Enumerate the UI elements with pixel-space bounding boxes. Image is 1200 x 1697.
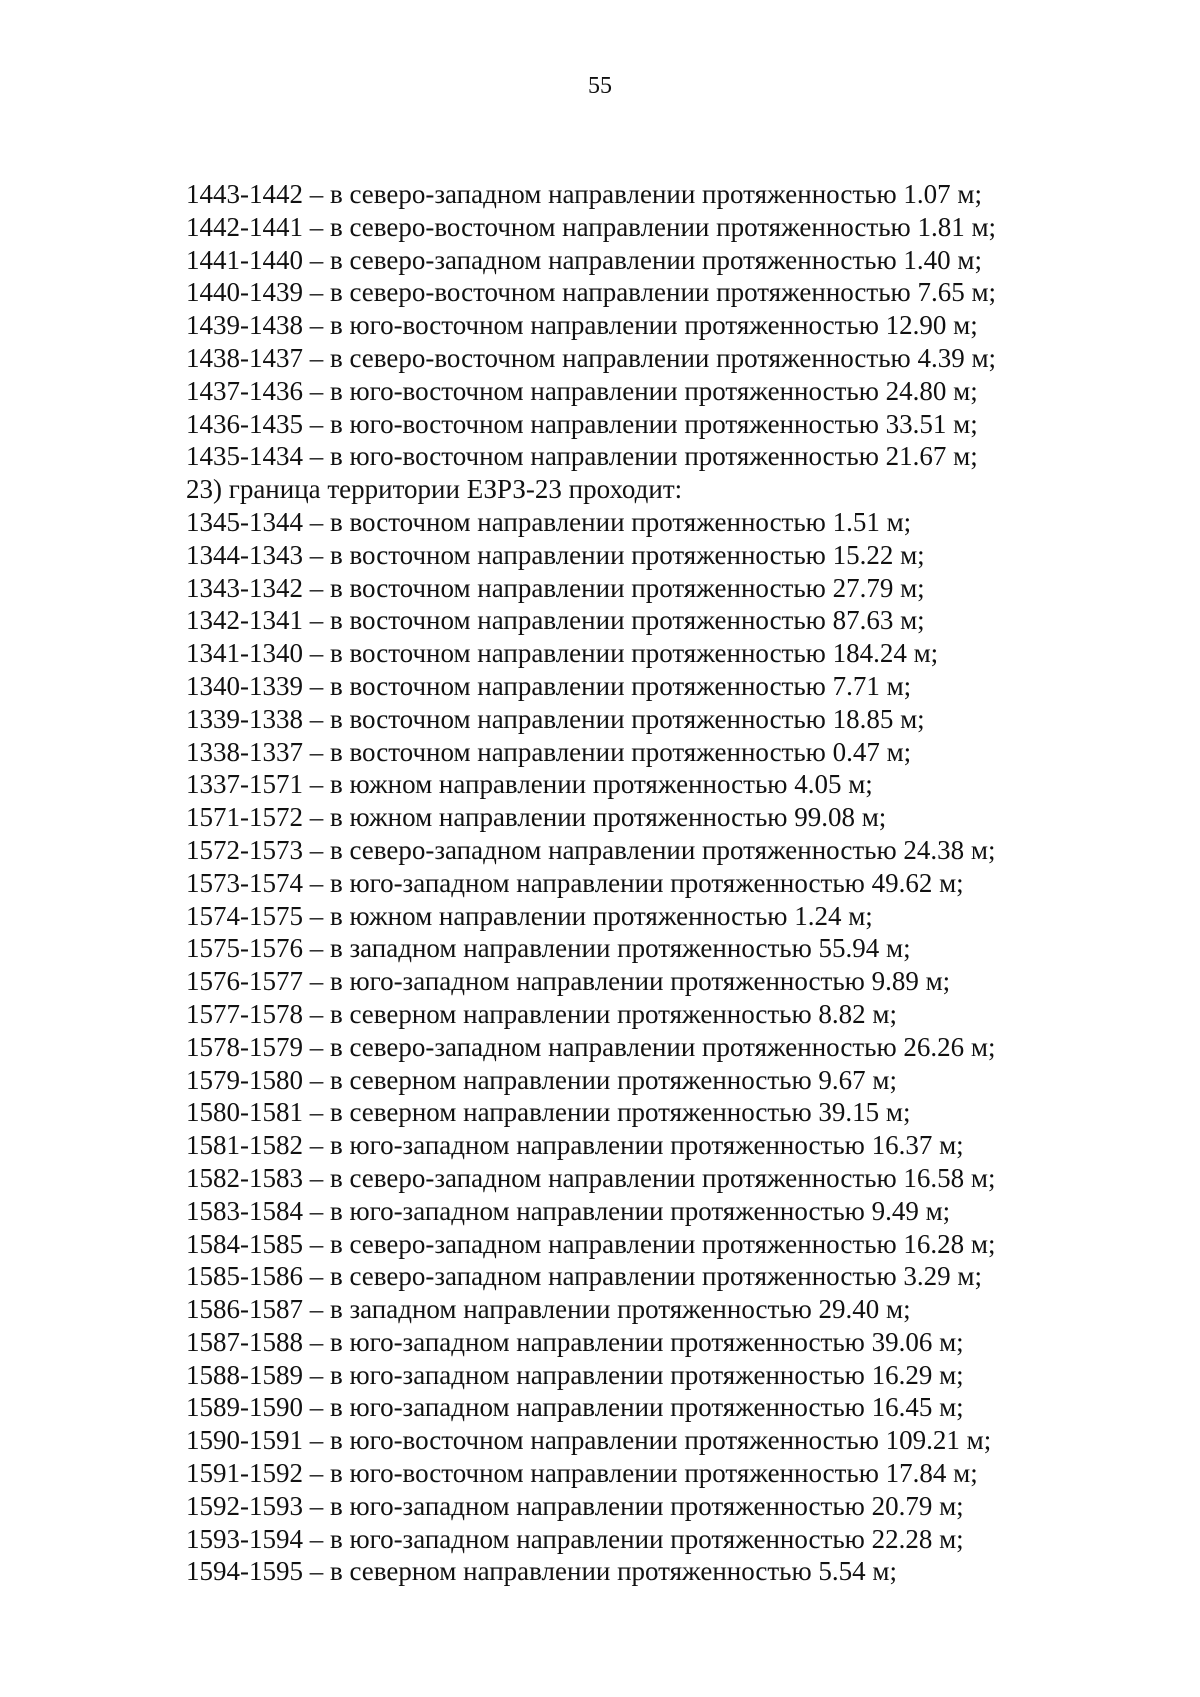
boundary-segment-line: 1441-1440 – в северо-западном направлении протяженностью 1.40 м; xyxy=(186,244,982,275)
boundary-segment-line: 1578-1579 – в северо-западном направлении протяженностью 26.26 м; xyxy=(186,1031,996,1062)
boundary-segment-line: 1572-1573 – в северо-западном направлении протяженностью 24.38 м; xyxy=(186,834,996,865)
boundary-segment-line: 1437-1436 – в юго-восточном направлении протяженностью 24.80 м; xyxy=(186,375,978,406)
boundary-segment-line: 1435-1434 – в юго-восточном направлении протяженностью 21.67 м; xyxy=(186,441,978,472)
boundary-segment-line: 1442-1441 – в северо-восточном направлении протяженностью 1.81 м; xyxy=(186,211,997,242)
boundary-segment-line: 1577-1578 – в северном направлении протяженностью 8.82 м; xyxy=(186,998,898,1029)
document-body xyxy=(186,178,1066,1588)
boundary-segment-line: 1438-1437 – в северо-восточном направлении протяженностью 4.39 м; xyxy=(186,342,997,373)
boundary-segment-line: 1440-1439 – в северо-восточном направлении протяженностью 7.65 м; xyxy=(186,277,997,308)
section-heading: 23) граница территории ЕЗРЗ-23 проходит: xyxy=(186,474,683,505)
boundary-segment-line: 1581-1582 – в юго-западном направлении протяженностью 16.37 м; xyxy=(186,1130,964,1161)
boundary-segment-line: 1443-1442 – в северо-западном направлении протяженностью 1.07 м; xyxy=(186,179,982,209)
boundary-segment-line: 1343-1342 – в восточном направлении протяженностью 27.79 м; xyxy=(186,572,925,603)
boundary-segment-line: 1574-1575 – в южном направлении протяженностью 1.24 м; xyxy=(186,900,873,931)
boundary-segment-line: 1586-1587 – в западном направлении протяженностью 29.40 м; xyxy=(186,1294,911,1325)
page-number: 55 xyxy=(588,73,612,99)
boundary-segment-line: 1584-1585 – в северо-западном направлении протяженностью 16.28 м; xyxy=(186,1228,996,1259)
boundary-segment-line: 1575-1576 – в западном направлении протяженностью 55.94 м; xyxy=(186,933,911,964)
boundary-segment-line: 1591-1592 – в юго-восточном направлении протяженностью 17.84 м; xyxy=(186,1458,978,1489)
boundary-segment-line: 1579-1580 – в северном направлении протяженностью 9.67 м; xyxy=(186,1064,898,1095)
boundary-segment-line: 1344-1343 – в восточном направлении протяженностью 15.22 м; xyxy=(186,539,925,570)
boundary-segment-line: 1585-1586 – в северо-западном направлении протяженностью 3.29 м; xyxy=(186,1261,982,1292)
boundary-segment-line: 1436-1435 – в юго-восточном направлении протяженностью 33.51 м; xyxy=(186,408,978,439)
boundary-segment-line: 1592-1593 – в юго-западном направлении протяженностью 20.79 м; xyxy=(186,1490,964,1521)
boundary-segment-line: 1571-1572 – в южном направлении протяженностью 99.08 м; xyxy=(186,802,887,833)
boundary-segment-line: 1583-1584 – в юго-западном направлении протяженностью 9.49 м; xyxy=(186,1195,951,1226)
boundary-segment-line: 1345-1344 – в восточном направлении протяженностью 1.51 м; xyxy=(186,506,912,537)
boundary-segment-line: 1573-1574 – в юго-западном направлении протяженностью 49.62 м; xyxy=(186,867,964,898)
boundary-segment-line: 1338-1337 – в восточном направлении протяженностью 0.47 м; xyxy=(186,736,912,767)
boundary-segment-line: 1576-1577 – в юго-западном направлении протяженностью 9.89 м; xyxy=(186,966,951,997)
boundary-segment-line: 1588-1589 – в юго-западном направлении протяженностью 16.29 м; xyxy=(186,1359,964,1390)
boundary-segment-line: 1580-1581 – в северном направлении протяженностью 39.15 м; xyxy=(186,1097,911,1128)
boundary-segment-line: 1593-1594 – в юго-западном направлении протяженностью 22.28 м; xyxy=(186,1523,964,1554)
boundary-segment-line: 1582-1583 – в северо-западном направлении протяженностью 16.58 м; xyxy=(186,1162,996,1193)
boundary-segment-line: 1340-1339 – в восточном направлении протяженностью 7.71 м; xyxy=(186,670,912,701)
boundary-segment-line: 1342-1341 – в восточном направлении протяженностью 87.63 м; xyxy=(186,605,925,636)
boundary-segment-line: 1590-1591 – в юго-восточном направлении протяженностью 109.21 м; xyxy=(186,1425,992,1456)
boundary-segment-line: 1594-1595 – в северном направлении протяженностью 5.54 м; xyxy=(186,1556,898,1587)
boundary-segment-line: 1337-1571 – в южном направлении протяженностью 4.05 м; xyxy=(186,769,873,800)
boundary-segment-line: 1341-1340 – в восточном направлении протяженностью 184.24 м; xyxy=(186,638,939,669)
boundary-segment-line: 1589-1590 – в юго-западном направлении протяженностью 16.45 м; xyxy=(186,1392,964,1423)
boundary-segment-line: 1339-1338 – в восточном направлении протяженностью 18.85 м; xyxy=(186,703,925,734)
boundary-segment-line: 1587-1588 – в юго-западном направлении протяженностью 39.06 м; xyxy=(186,1326,964,1357)
boundary-segment-line: 1439-1438 – в юго-восточном направлении протяженностью 12.90 м; xyxy=(186,310,978,341)
